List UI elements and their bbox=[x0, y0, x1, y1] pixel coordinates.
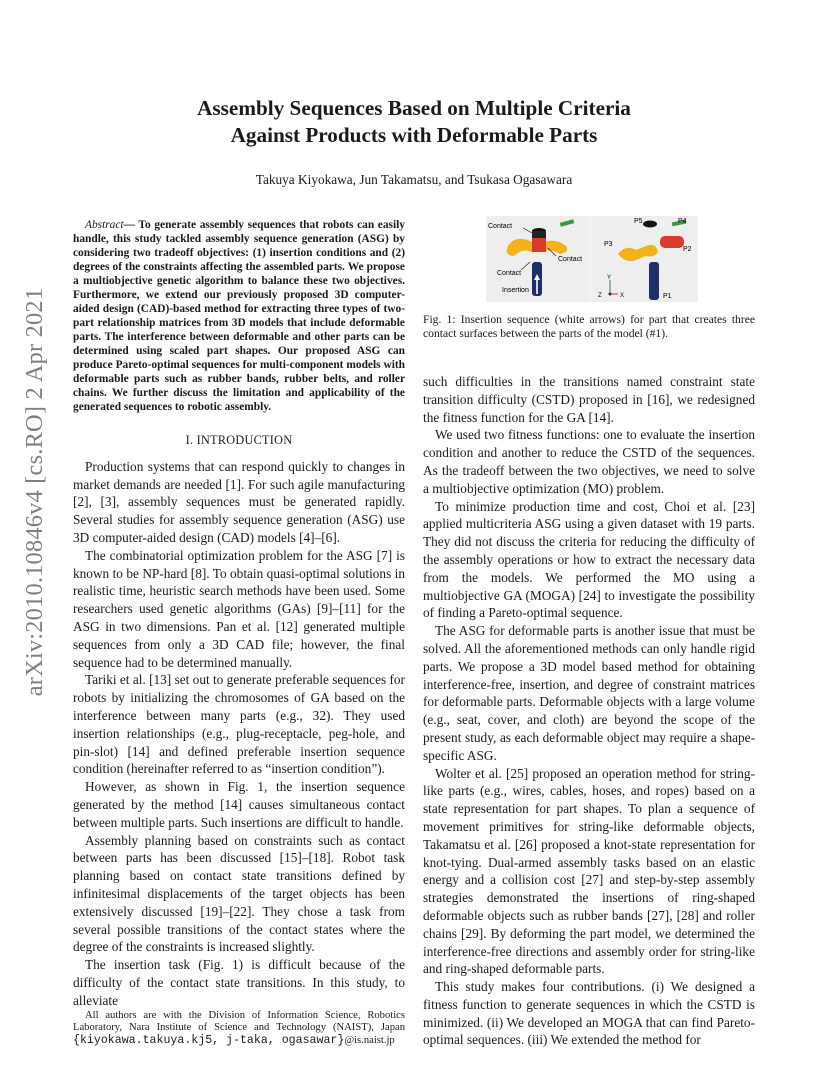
figure-panel-right bbox=[592, 216, 698, 302]
paragraph: This study makes four contributions. (i) We designed a fitness function to generate sequences in which the CSTD is minimized. (ii) We developed an MOGA that can find Pareto-optimal sequences. (iii) We extended the method for bbox=[423, 979, 755, 1048]
section-heading-introduction: I. INTRODUCTION bbox=[185, 433, 293, 447]
paragraph: To minimize production time and cost, Choi et al. [23] applied multicriteria ASG using a given dataset with 19 parts. They did not discuss the criteria for reducing the difficulty of the assembly operations or how to extract the necessary data from the models. We performed the MO using a multiobjective GA (MOGA) [24] to investigate the possibility of finding a Pareto-optimal sequence. bbox=[423, 498, 755, 621]
paragraph: Tariki et al. [13] set out to generate preferable sequences for robots by initializing the chromosomes of GA based on the interference between many parts (e.g., 32). They used insertion relationships (e.g., plug-receptacle, peg-hole, and pin-slot) [14] and defined preferable insertion sequence condition (hereinafter referred to as “insertion condition”). bbox=[73, 672, 405, 777]
left-column bbox=[73, 218, 405, 1048]
paragraph: The combinatorial optimization problem for the ASG [7] is known to be NP-hard [8]. To obtain quasi-optimal solutions in realistic time, heuristic search methods have been used. Some researchers used genetic algorithms (GAs) [9]–[11] for the ASG in two dimensions. Pan et al. [12] generated multiple sequences from only a 3D CAD file; however, the final sequence had to be determined manually. bbox=[73, 547, 405, 670]
arxiv-identifier: arXiv:2010.10846v4 [cs.RO] 2 Apr 2021 bbox=[21, 287, 49, 697]
figure-1 bbox=[486, 216, 698, 302]
part-p1-shape bbox=[649, 262, 659, 300]
part-p5-shape bbox=[643, 221, 657, 228]
figure-label: P3 bbox=[604, 241, 613, 248]
footnote-domain: @is.naist.jp bbox=[344, 1035, 395, 1047]
paragraph: We used two fitness functions: one to evaluate the insertion condition and another to reduce the CSTD of the sequences. As the tradeoff between the two objectives, we need to solve a multiobjective optimization (MO) problem. bbox=[423, 427, 755, 496]
figure-1-caption: Fig. 1: Insertion sequence (white arrows) for part that creates three contact surfaces between the parts of the model (#1). bbox=[423, 313, 755, 340]
figure-1-illustration bbox=[486, 216, 698, 302]
author-list: Takuya Kiyokawa, Jun Takamatsu, and Tsukasa Ogasawara bbox=[255, 172, 573, 187]
paragraph: However, as shown in Fig. 1, the insertion sequence generated by the method [14] causes simultaneous contact between multiple parts. Such insertions are difficult to handle. bbox=[73, 779, 405, 830]
part-p2-shape bbox=[660, 236, 684, 248]
figure-label: P4 bbox=[678, 218, 687, 225]
figure-label: Contact bbox=[558, 256, 583, 263]
figure-label: P5 bbox=[634, 218, 643, 225]
paragraph: The ASG for deformable parts is another issue that must be solved. All the aforementioned methods can only handle rigid parts. We propose a 3D model based method for obtaining interference-free, insertion, and degree of constraint matrices for deformable parts. Deformable objects with a large volume (e.g., seat, cover, and cloth) are beyond the scope of the present study, as each deformable object may require a shape-specific ASG. bbox=[423, 623, 755, 763]
footnote-emails: {kiyokawa.takuya.kj5, j-taka, ogasawar} bbox=[73, 1034, 345, 1048]
red-ring-shape bbox=[532, 238, 546, 252]
abstract: Abstract— To generate assembly sequences that robots can easily handle, this study tackled assembly sequence generation (ASG) by considering two tradeoff objectives: (1) insertion conditions and (2) degrees of the constraints affecting the assembled parts. We propose a multiobjective genetic algorithm to balance these two objectives. Furthermore, we extend our previously proposed 3D computer-aided design (CAD)-based method for extracting three types of two-part relationship matrices from 3D models that include deformable parts. The interference between deformable and other parts can be determined using scaled part shapes. Our proposed ASG can produce Pareto-optimal sequences for multi-component models with deformable parts such as rubber bands, rubber belts, and roller chains. We further discuss the limitation and applicability of the generated sequences to robotic assembly. bbox=[73, 219, 405, 413]
figure-label: Y bbox=[607, 275, 612, 281]
paragraph: such difficulties in the transitions named constraint state transition difficulty (CSTD) proposed in [16], we redesigned the fitness function for the GA [14]. bbox=[423, 374, 755, 425]
paper-title: Assembly Sequences Based on Multiple Criteria Against Products with Deformable Parts bbox=[197, 96, 631, 147]
figure-label: Contact bbox=[488, 223, 513, 230]
figure-label: P1 bbox=[663, 293, 672, 300]
footnote-affiliation: All authors are with the Division of Information Science, Robotics Laboratory, Nara Institute of Science and Technology (NAIST), Japan {kiyokawa.takuya.kj5, j-taka, ogasawar}@is.naist.jp bbox=[73, 1009, 405, 1048]
black-cap-body bbox=[532, 231, 546, 238]
paragraph: Production systems that can respond quickly to changes in market demands are needed [1]. For such agile manufacturing [2], [3], assembly sequences must be generated rapidly. Several studies for assembly sequence generation (ASG) use 3D computer-aided design (CAD) models [4]–[6]. bbox=[73, 458, 405, 545]
figure-label: P2 bbox=[683, 246, 692, 253]
figure-label: Contact bbox=[497, 270, 522, 277]
right-column bbox=[423, 373, 755, 1049]
figure-label: Insertion bbox=[502, 287, 529, 294]
z-axis-dot bbox=[609, 293, 612, 296]
paragraph: Assembly planning based on constraints such as contact between parts has been discussed [15]–[18]. Robot task planning based on contact state transitions defined by infinitesimal displacements of the target objects has been extensively discussed [19]–[22]. They chose a task from several possible transitions of the contact states where the degree of the constraints is increased slightly. bbox=[73, 832, 405, 955]
paragraph: The insertion task (Fig. 1) is difficult because of the difficulty of the contact state transitions. In this study, to alleviate bbox=[73, 957, 405, 1008]
figure-label: X bbox=[620, 293, 625, 299]
figure-label: Z bbox=[598, 293, 602, 299]
paragraph: Wolter et al. [25] proposed an operation method for string-like parts (e.g., wires, cables, hoses, and ropes) based on a state representation for part shapes. To plan a sequence of movement primitives for string-like deformable objects, Takamatsu et al. [26] proposed a knot-state representation for knot-tying. Dual-armed assembly tasks based on an elastic energy and a collision cost [27] and step-by-step assembly strategies demonstrated the insertions of ring-shaped deformable objects such as rubber bands [27], [28] and roller chains [29]. By deforming the part model, we determined the interference-free directions and assembly order for string-like and ring-shaped deformable parts. bbox=[423, 765, 755, 977]
